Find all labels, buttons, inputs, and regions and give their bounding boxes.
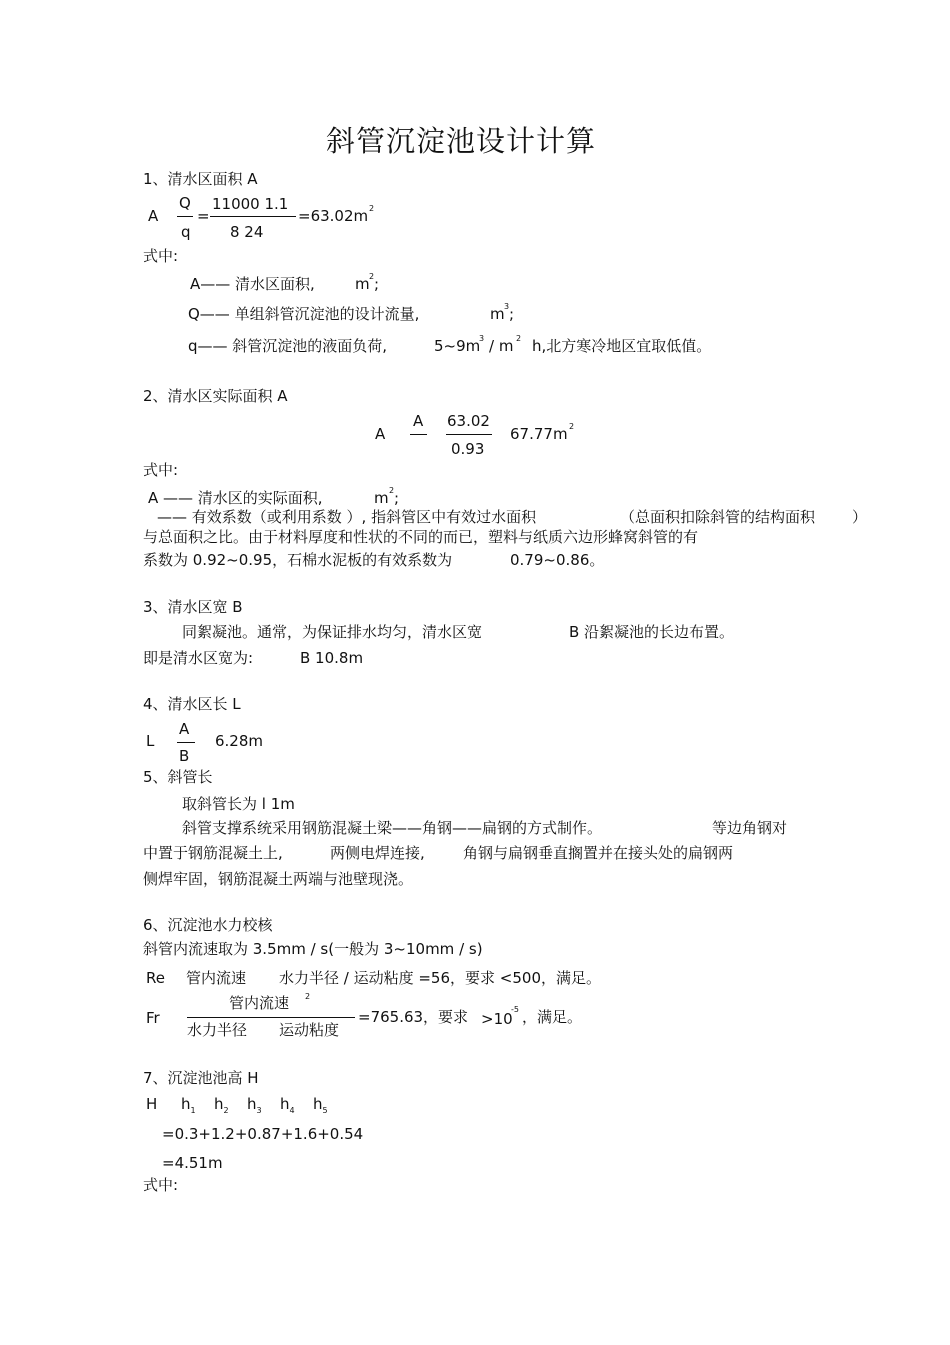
height-formula-lhs: H	[146, 1095, 158, 1113]
def-actual-area-end: ;	[394, 489, 400, 507]
def-a: A—— 清水区面积,	[190, 275, 315, 293]
def-q-flow-end: ;	[509, 305, 515, 323]
formula-1-lhs: A	[148, 207, 159, 225]
formula-4-fraction-bar	[177, 742, 195, 743]
def-actual-area-sup: 2	[389, 486, 395, 495]
height-sum: =0.3+1.2+0.87+1.6+0.54	[162, 1125, 364, 1143]
froude-requirement-sup: -5	[511, 1005, 519, 1014]
froude-label: Fr	[146, 1009, 160, 1027]
def-a-unit-sup: 2	[369, 272, 375, 281]
section-6-velocity: 斜管内流速取为 3.5mm / s(一般为 3~10mm / s)	[143, 940, 483, 958]
formula-2-numerator: 63.02	[447, 412, 490, 430]
reynolds-label: Re	[146, 969, 165, 987]
formula-1-q-upper: Q	[179, 194, 191, 212]
section-3-para-1b: B 沿絮凝池的长边布置。	[569, 623, 735, 641]
section-3-para-1a: 同絮凝池。通常，为保证排水均匀，清水区宽	[182, 623, 483, 641]
formula-1-q-lower: q	[181, 223, 191, 241]
where-label-2: 式中:	[143, 461, 179, 479]
formula-4-result: 6.28m	[215, 732, 264, 750]
froude-requirement: >10	[481, 1010, 513, 1028]
where-label-7: 式中:	[143, 1176, 179, 1194]
section-5-para-4: 侧焊牢固，钢筋混凝土两端与池壁现浇。	[143, 870, 414, 888]
section-7-heading: 7、沉淀池池高 H	[143, 1069, 259, 1087]
height-term-h2: $h_2$	[214, 1095, 229, 1115]
section-5-para-3a: 中置于钢筋混凝土上,	[143, 844, 283, 862]
def-q-load-note: h,北方寒冷地区宜取低值。	[532, 337, 712, 355]
height-term-h5: $h_5$	[313, 1095, 328, 1115]
formula-1-equals: =	[197, 207, 210, 225]
froude-numerator-sup: 2	[305, 992, 311, 1001]
page-title: 斜管沉淀池设计计算	[326, 124, 597, 158]
def-q-load-unit: / m	[489, 337, 514, 355]
height-term-h1: $h_1$	[181, 1095, 196, 1115]
section-5-para-3c: 角钢与扁钢垂直搁置并在接头处的扁钢两	[463, 844, 734, 862]
def-coef-line-3a: 系数为 0.92~0.95，石棉水泥板的有效系数为	[143, 551, 453, 569]
formula-1-fraction-bar-2	[210, 216, 296, 217]
height-term-h3: $h_3$	[247, 1095, 262, 1115]
formula-2-fraction-bar-2	[446, 434, 492, 435]
def-actual-area: A —— 清水区的实际面积,	[148, 489, 323, 507]
reynolds-velocity: 管内流速	[186, 969, 247, 987]
section-2-heading: 2、清水区实际面积 A	[143, 387, 288, 405]
def-q-flow-unit-sup: 3	[504, 302, 510, 311]
froude-end: ，满足。	[522, 1008, 583, 1026]
froude-denominator-1: 水力半径	[187, 1021, 248, 1039]
section-5-para-2b: 等边角钢对	[712, 819, 788, 837]
def-q-load-value: 5~9m	[434, 337, 481, 355]
section-5-para-3b: 两侧电焊连接,	[330, 844, 425, 862]
formula-4-denominator: B	[179, 747, 190, 765]
formula-1-numerator: 11000 1.1	[212, 195, 289, 213]
def-coef-line-1c: ）	[852, 508, 868, 526]
height-result: =4.51m	[162, 1154, 223, 1172]
def-coef-line-3b: 0.79~0.86。	[510, 551, 605, 569]
froude-fraction-bar	[187, 1017, 355, 1018]
reynolds-rest: 水力半径 / 运动粘度 =56，要求 <500，满足。	[279, 969, 601, 987]
section-3-heading: 3、清水区宽 B	[143, 598, 243, 616]
def-q-load-sup-2: 2	[516, 334, 522, 343]
formula-1-fraction-bar-1	[177, 216, 193, 217]
section-6-heading: 6、沉淀池水力校核	[143, 916, 273, 934]
def-q-load-sup-1: 3	[479, 334, 485, 343]
froude-denominator-2: 运动粘度	[279, 1021, 340, 1039]
def-coef-line-1b: （总面积扣除斜管的结构面积	[620, 508, 816, 526]
section-5-heading: 5、斜管长	[143, 768, 213, 786]
froude-result: =765.63，要求	[358, 1008, 469, 1026]
formula-4-lhs: L	[146, 732, 155, 750]
formula-1-denominator: 8 24	[230, 223, 264, 241]
froude-numerator: 管内流速	[229, 994, 290, 1012]
def-q-load: q—— 斜管沉淀池的液面负荷,	[188, 337, 388, 355]
formula-4-numerator: A	[179, 720, 190, 738]
section-1-heading: 1、清水区面积 A	[143, 170, 258, 188]
formula-2-fraction-bar-1	[410, 434, 427, 435]
def-actual-area-unit: m	[374, 489, 389, 507]
def-a-end: ;	[374, 275, 380, 293]
section-4-heading: 4、清水区长 L	[143, 695, 241, 713]
formula-2-lhs: A	[375, 425, 386, 443]
def-q-flow-unit: m	[490, 305, 505, 323]
def-a-unit: m	[355, 275, 370, 293]
section-5-para-2a: 斜管支撑系统采用钢筋混凝土梁——角钢——扁钢的方式制作。	[182, 819, 603, 837]
formula-2-result: 67.77m	[510, 425, 568, 443]
section-3-para-2b: B 10.8m	[300, 649, 364, 667]
formula-1-superscript: 2	[369, 204, 375, 213]
section-5-para-1: 取斜管长为 l 1m	[182, 795, 295, 813]
def-coef-line-2: 与总面积之比。由于材料厚度和性状的不同的而已，塑料与纸质六边形蜂窝斜管的有	[143, 528, 699, 546]
formula-1-result: =63.02m	[298, 207, 369, 225]
formula-2-superscript: 2	[569, 422, 575, 431]
def-coef-line-1a: —— 有效系数（或利用系数 ）, 指斜管区中有效过水面积	[157, 508, 537, 526]
formula-2-denominator: 0.93	[451, 440, 485, 458]
formula-2-a-upper: A	[413, 412, 424, 430]
where-label-1: 式中:	[143, 247, 179, 265]
height-term-h4: $h_4$	[280, 1095, 295, 1115]
def-q-flow: Q—— 单组斜管沉淀池的设计流量,	[188, 305, 420, 323]
section-3-para-2a: 即是清水区宽为:	[143, 649, 254, 667]
